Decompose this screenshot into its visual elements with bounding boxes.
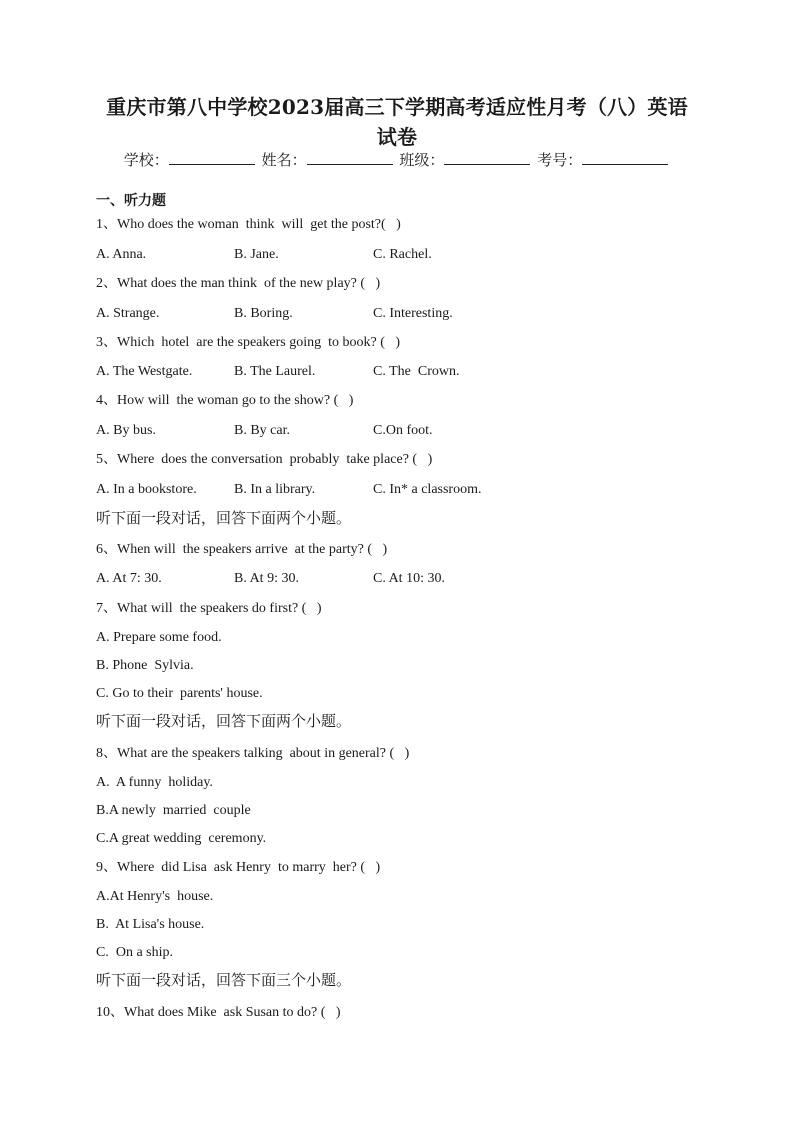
question-4: 4、How will the woman go to the show? ( ) bbox=[96, 393, 354, 408]
question-5: 5、Where does the conversation probably take place? ( ) bbox=[96, 452, 433, 467]
question-1: 1、Who does the woman think will get the post?( ) bbox=[96, 217, 401, 232]
option-4b: B. By car. bbox=[234, 423, 290, 438]
question-9: 9、Where did Lisa ask Henry to marry her? ( ) bbox=[96, 860, 381, 875]
option-5c: C. In* a classroom. bbox=[373, 482, 482, 497]
option-4a: A. By bus. bbox=[96, 423, 156, 438]
option-9a: A.At Henry's house. bbox=[96, 889, 214, 904]
option-1b: B. Jane. bbox=[234, 247, 279, 262]
option-4c: C.On foot. bbox=[373, 423, 433, 438]
option-2a: A. Strange. bbox=[96, 306, 160, 321]
school-blank[interactable] bbox=[169, 148, 255, 165]
option-8b: B.A newly married couple bbox=[96, 803, 251, 818]
exam-number-label: 考号： bbox=[537, 151, 583, 169]
option-7b: B. Phone Sylvia. bbox=[96, 658, 194, 673]
option-5b: B. In a library. bbox=[234, 482, 316, 497]
option-6a: A. At 7: 30. bbox=[96, 571, 162, 586]
question-7: 7、What will the speakers do first? ( ) bbox=[96, 601, 322, 616]
option-2c: C. Interesting. bbox=[373, 306, 453, 321]
option-6c: C. At 10: 30. bbox=[373, 571, 445, 586]
class-label: 班级： bbox=[399, 151, 445, 169]
section-heading: 一、听力题 bbox=[96, 193, 166, 209]
option-9c: C. On a ship. bbox=[96, 945, 173, 960]
question-10: 10、What does Mike ask Susan to do? ( ) bbox=[96, 1005, 341, 1020]
question-8: 8、What are the speakers talking about in general? ( ) bbox=[96, 746, 410, 761]
option-3a: A. The Westgate. bbox=[96, 364, 193, 379]
option-8a: A. A funny holiday. bbox=[96, 775, 213, 790]
option-7a: A. Prepare some food. bbox=[96, 630, 222, 645]
class-blank[interactable] bbox=[444, 148, 530, 165]
instruction-two-questions-1: 听下面一段对话，回答下面两个小题。 bbox=[96, 509, 352, 527]
student-info-row bbox=[0, 148, 794, 171]
option-3c: C. The Crown. bbox=[373, 364, 460, 379]
option-2b: B. Boring. bbox=[234, 306, 293, 321]
option-8c: C.A great wedding ceremony. bbox=[96, 831, 267, 846]
school-label: 学校： bbox=[123, 151, 169, 169]
name-blank[interactable] bbox=[307, 148, 393, 165]
exam-number-blank[interactable] bbox=[582, 148, 668, 165]
option-7c: C. Go to their parents' house. bbox=[96, 686, 263, 701]
instruction-two-questions-2: 听下面一段对话，回答下面两个小题。 bbox=[96, 712, 352, 730]
name-label: 姓名： bbox=[261, 151, 307, 169]
option-6b: B. At 9: 30. bbox=[234, 571, 299, 586]
page-title: 重庆市第八中学校2023届高三下学期高考适应性月考（八）英语试卷 bbox=[106, 95, 688, 149]
option-1a: A. Anna. bbox=[96, 247, 147, 262]
option-5a: A. In a bookstore. bbox=[96, 482, 197, 497]
option-9b: B. At Lisa's house. bbox=[96, 917, 205, 932]
instruction-three-questions: 听下面一段对话，回答下面三个小题。 bbox=[96, 971, 352, 989]
question-6: 6、When will the speakers arrive at the party? ( ) bbox=[96, 542, 388, 557]
question-3: 3、Which hotel are the speakers going to book? ( ) bbox=[96, 335, 401, 350]
option-3b: B. The Laurel. bbox=[234, 364, 316, 379]
option-1c: C. Rachel. bbox=[373, 247, 432, 262]
question-2: 2、What does the man think of the new play? ( ) bbox=[96, 276, 381, 291]
